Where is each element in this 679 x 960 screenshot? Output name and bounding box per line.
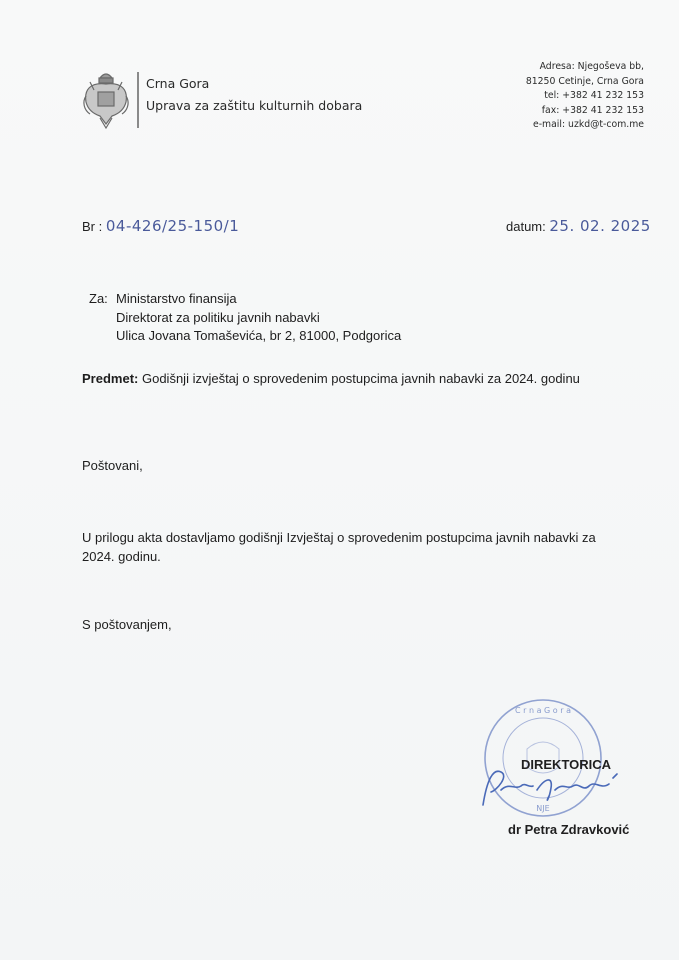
organization-block xyxy=(146,73,362,117)
addressee-line: Direktorat za politiku javnih nabavki xyxy=(116,309,320,325)
signatory-name: dr Petra Zdravković xyxy=(508,822,630,837)
subject-text: Godišnji izvještaj o sprovedenim postupcima javnih nabavki za 2024. godinu xyxy=(141,371,580,386)
body-paragraph: U prilogu akta dostavljamo godišnji Izvještaj o sprovedenim postupcima javnih nabavki za 2024. godinu. xyxy=(82,530,596,564)
contact-fax: fax: +382 41 232 153 xyxy=(541,104,644,116)
subject-line xyxy=(82,371,580,386)
closing: S poštovanjem, xyxy=(82,617,172,632)
addressee-label: Za: xyxy=(89,291,108,306)
contact-city: 81250 Cetinje, Crna Gora xyxy=(525,75,644,87)
reference-value: 04-426/25-150/1 xyxy=(105,217,240,235)
subject-label: Predmet: xyxy=(82,371,139,386)
svg-text:C r n a G o r a: C r n a G o r a xyxy=(515,706,571,715)
greeting: Poštovani, xyxy=(82,458,143,473)
date-field xyxy=(506,217,651,235)
svg-text:NJE: NJE xyxy=(536,804,550,813)
contact-block xyxy=(526,60,644,133)
header-divider xyxy=(137,72,139,128)
signatory-title: DIREKTORICA xyxy=(521,757,612,772)
reference-label: Br : xyxy=(82,219,103,234)
contact-tel: tel: +382 41 232 153 xyxy=(544,90,644,102)
institution-name: Uprava za zaštitu kulturnih dobara xyxy=(146,98,363,113)
reference-number xyxy=(82,217,239,235)
contact-email: e-mail: uzkd@t-com.me xyxy=(532,119,644,131)
handwritten-signature-icon xyxy=(475,760,625,815)
contact-address: Adresa: Njegoševa bb, xyxy=(539,61,644,72)
country-name: Crna Gora xyxy=(146,76,210,91)
coat-of-arms-icon xyxy=(80,68,132,130)
addressee-line: Ulica Jovana Tomaševića, br 2, 81000, Podgorica xyxy=(116,328,402,343)
date-value: 25. 02. 2025 xyxy=(549,217,651,235)
date-label: datum: xyxy=(506,219,546,234)
addressee-line: Ministarstvo finansija xyxy=(116,291,237,306)
